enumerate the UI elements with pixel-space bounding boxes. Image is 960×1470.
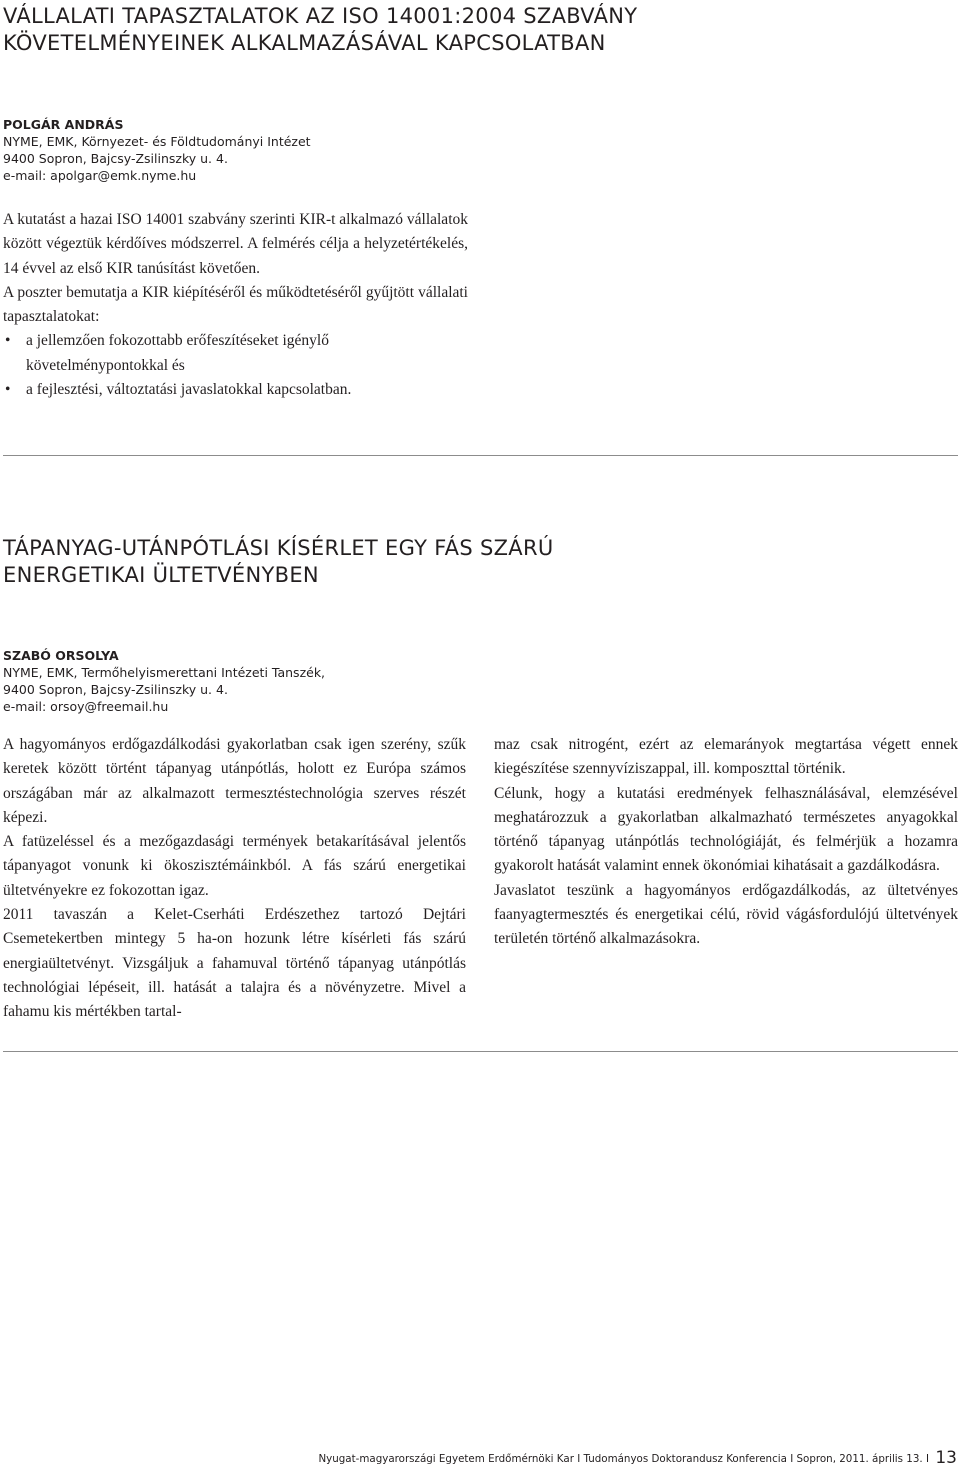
email-line: e-mail: apolgar@emk.nyme.hu xyxy=(3,168,197,183)
author-block xyxy=(3,116,603,184)
article-title xyxy=(3,535,703,589)
author-name: POLGÁR ANDRÁS xyxy=(3,117,124,132)
paragraph: 2011 tavaszán a Kelet-Cserháti Erdészethez tartozó Dejtári Csemetekertben mintegy 5 ha-on hozunk létre kísérleti fás szárú energiaültetvényt. Vizsgáljuk a fahamuval történő tápanyag utánpótlás technológiai lépéseit, ill. hatását a talajra és a növényzetre. Mivel a fahamu kis mértékben tartal- xyxy=(3,906,466,1021)
section-divider xyxy=(3,455,958,456)
title-line: TÁPANYAG-UTÁNPÓTLÁSI KÍSÉRLET EGY FÁS SZÁRÚ xyxy=(3,536,554,560)
email-line: e-mail: orsoy@freemail.hu xyxy=(3,699,169,714)
section-divider xyxy=(3,1051,958,1052)
bullet-list xyxy=(3,329,468,402)
paragraph: Javaslatot teszünk a hagyományos erdőgazdálkodás, az ültetvényes faanyagtermesztés és energetikai célú, rövid vágásfordulójú ültetvények területén történő alkalmazásokra. xyxy=(494,881,958,948)
page-number: 13 xyxy=(935,1448,957,1468)
article-title xyxy=(3,3,703,57)
affiliation-line: NYME, EMK, Környezet- és Földtudományi Intézet xyxy=(3,134,311,149)
paragraph: A poszter bemutatja a KIR kiépítéséről és működtetéséről gyűjtött vállalati tapasztalatokat: xyxy=(3,283,468,326)
address-line: 9400 Sopron, Bajcsy-Zsilinszky u. 4. xyxy=(3,151,228,166)
title-line: VÁLLALATI TAPASZTALATOK AZ ISO 14001:2004 SZABVÁNY xyxy=(3,4,638,28)
footer-text: Nyugat-magyarországi Egyetem Erdőmérnöki Kar I Tudományos Doktorandusz Konferencia I Sopron, 2011. április 13. I xyxy=(318,1453,929,1465)
paragraph: A fatüzeléssel és a mezőgazdasági termények betakarításával jelentős tápanyagot vonunk ki ökoszisztémáinkból. A fás szárú energetikai ültetvényekre ez fokozottan igaz. xyxy=(3,833,466,899)
page-footer xyxy=(0,1449,960,1467)
author-name: SZABÓ ORSOLYA xyxy=(3,648,119,663)
title-line: ENERGETIKAI ÜLTETVÉNYBEN xyxy=(3,563,319,587)
paragraph: A kutatást a hazai ISO 14001 szabvány szerinti KIR-t alkalmazó vállalatok között végeztük kérdőíves módszerrel. A felmérés célja a helyzetértékelés, 14 évvel az első KIR tanúsítást követően. xyxy=(3,211,468,277)
list-item: • a fejlesztési, változtatási javaslatokkal kapcsolatban. xyxy=(3,378,468,402)
list-item: • a jellemzően fokozottabb erőfeszítéseket igénylő követelménypontokkal és xyxy=(3,329,468,378)
left-column-text xyxy=(3,733,466,1025)
right-column-text xyxy=(494,733,958,952)
author-block xyxy=(3,647,603,715)
address-line: 9400 Sopron, Bajcsy-Zsilinszky u. 4. xyxy=(3,682,228,697)
title-line: KÖVETELMÉNYEINEK ALKALMAZÁSÁVAL KAPCSOLATBAN xyxy=(3,31,606,55)
affiliation-line: NYME, EMK, Termőhelyismerettani Intézeti Tanszék, xyxy=(3,665,326,680)
abstract-text xyxy=(3,208,468,402)
paragraph: Célunk, hogy a kutatási eredmények felhasználásával, elemzésével meghatározzuk a gyakorlatban alkalmazható természetes anyagokkal történő tápanyag utánpótlás technológiáját, és felmérjük a hozamra gyakorolt hatását valamint ennek ökonómiai kihatásait a gazdálkodásra. xyxy=(494,784,958,875)
paragraph: maz csak nitrogént, ezért az elemarányok megtartása végett ennek kiegészítése szennyvíziszappal, ill. komposzttal történik. xyxy=(494,736,958,778)
paragraph: A hagyományos erdőgazdálkodási gyakorlatban csak igen szerény, szűk keretek között történt tápanyag utánpótlás, holott ez Európa számos országában már az alkalmazott termesztéstechnológia szerves részét képezi. xyxy=(3,736,466,826)
